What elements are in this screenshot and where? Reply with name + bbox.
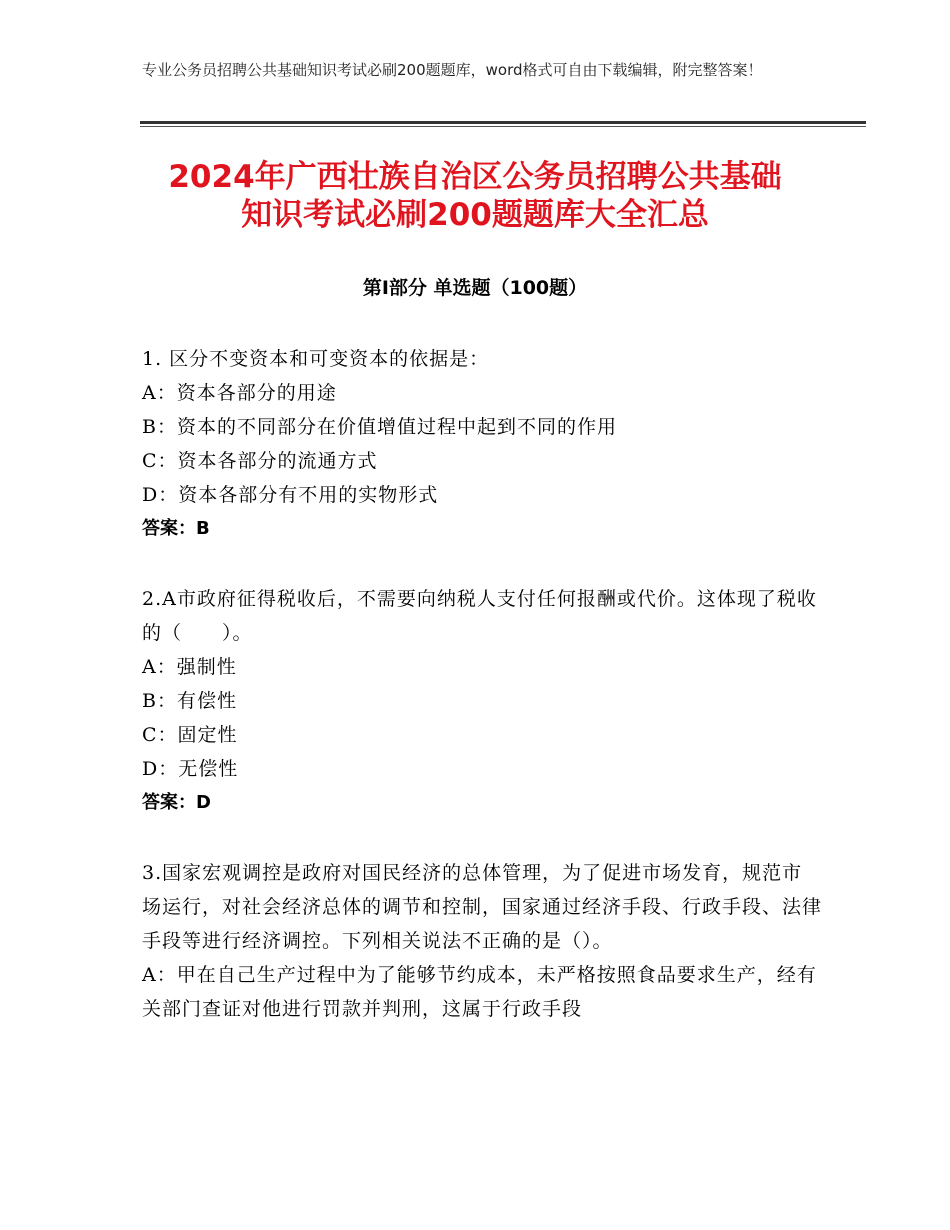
option-a: A：强制性 (142, 656, 237, 678)
question-2 (142, 582, 822, 820)
question-stem: 1. 区分不变资本和可变资本的依据是： (142, 348, 490, 370)
question-list (142, 342, 822, 1062)
answer: 答案：B (142, 518, 210, 539)
document-title (100, 158, 850, 234)
option-a: A：资本各部分的用途 (142, 382, 337, 404)
option-d: D：无偿性 (142, 758, 239, 780)
answer: 答案：D (142, 792, 211, 813)
option-a: A：甲在自己生产过程中为了能够节约成本，未严格按照食品要求生产，经有关部门查证对他进行罚款并判刑，这属于行政手段 (142, 964, 817, 1020)
question-3 (142, 856, 822, 1026)
title-line-2: 知识考试必刷200题题库大全汇总 (241, 197, 709, 233)
header-rule-thin (140, 126, 866, 127)
option-c: C：资本各部分的流通方式 (142, 450, 378, 472)
option-c: C：固定性 (142, 724, 238, 746)
title-line-1: 2024年广西壮族自治区公务员招聘公共基础 (168, 159, 782, 195)
question-stem: 3.国家宏观调控是政府对国民经济的总体管理，为了促进市场发育，规范市场运行，对社会经济总体的调节和控制，国家通过经济手段、行政手段、法律手段等进行经济调控。下列相关说法不正确的是（）。 (142, 862, 823, 952)
header-rule-thick (140, 121, 866, 124)
option-d: D：资本各部分有不用的实物形式 (142, 484, 439, 506)
question-1 (142, 342, 822, 546)
header-note: 专业公务员招聘公共基础知识考试必刷200题题库，word格式可自由下载编辑，附完整答案！ (142, 61, 763, 79)
section-heading: 第Ⅰ部分 单选题（100题） (362, 277, 588, 299)
question-stem: 2.A市政府征得税收后，不需要向纳税人支付任何报酬或代价。这体现了税收的（ ）。 (142, 588, 817, 644)
option-b: B：资本的不同部分在价值增值过程中起到不同的作用 (142, 416, 617, 438)
option-b: B：有偿性 (142, 690, 237, 712)
